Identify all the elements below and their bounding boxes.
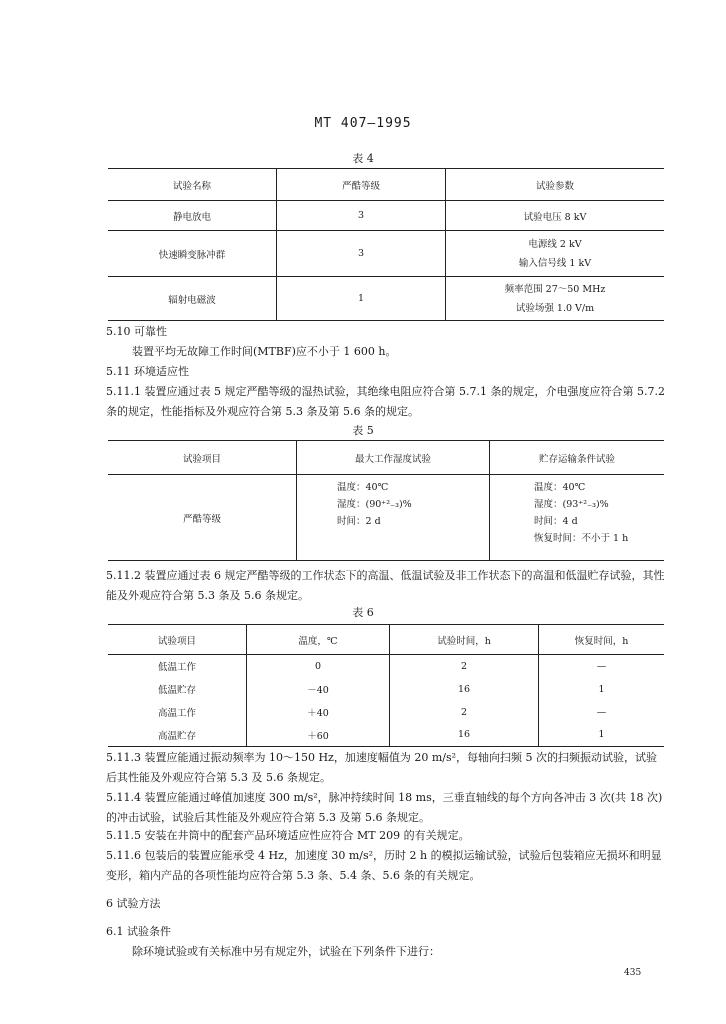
table4-cell: 快速瞬变脉冲群 — [108, 231, 277, 277]
table6-cell: 高温贮存 — [108, 724, 247, 747]
table4-param-line: 输入信号线 1 kV — [518, 257, 592, 269]
table4-param-line: 频率范围 27～50 MHz — [504, 283, 606, 295]
table6-cell: 0 — [247, 655, 390, 678]
table5-line: 湿度：(93⁺²₋₃)% — [534, 499, 609, 510]
table4-header-params: 试验参数 — [535, 180, 574, 192]
table6-cell: 16 — [390, 724, 539, 747]
page-number: 435 — [624, 968, 642, 978]
table6-cell: 高温工作 — [108, 701, 247, 724]
table5-line: 温度：40℃ — [337, 482, 389, 493]
table6-cell: 2 — [390, 701, 539, 724]
table4 — [108, 168, 664, 321]
table6 — [108, 624, 664, 747]
table5-line: 恢复时间：不小于 1 h — [534, 533, 629, 544]
table4-cell — [446, 231, 665, 277]
table5-line: 时间：2 d — [337, 516, 381, 527]
section-5-11-1-text: 5.11.1 装置应通过表 5 规定严酷等级的湿热试验，其绝缘电阻应符合第 5.7.1 条的规定，介电强度应符合第 5.7.2 条的规定，性能指标及外观应符合第 5.3 条及第 5.6 条的规定。 — [106, 385, 665, 418]
table6-cell: ＋40 — [247, 701, 390, 724]
table5-line: 湿度：(90⁺²₋₃)% — [337, 499, 412, 510]
table4-header-level: 严酷等级 — [277, 169, 446, 201]
table-row — [108, 655, 664, 678]
table5-caption: 表 5 — [352, 424, 374, 437]
section-5-10-text: 装置平均无故障工作时间(MTBF)应不小于 1 600 h。 — [132, 345, 397, 358]
table6-cell: 低温工作 — [108, 655, 247, 678]
table-row — [108, 277, 664, 321]
table6-cell: 2 — [390, 655, 539, 678]
section-5-11-6-text: 5.11.6 包装后的装置应能承受 4 Hz，加速度 30 m/s²，历时 2 h 的模拟运输试验，试验后包装箱应无损坏和明显变形，箱内产品的各项性能均应符合第 5.3 条、5.4 条、5.6 条的有关规定。 — [106, 849, 662, 882]
section-5-11-3-text: 5.11.3 装置应能通过振动频率为 10～150 Hz，加速度幅值为 20 m/s²，每轴向扫频 5 次的扫频振动试验，试验后其性能及外观应符合第 5.3 及 5.6 条规定。 — [106, 751, 658, 784]
table5-storage-cell — [490, 475, 665, 561]
table6-header: 温度，℃ — [247, 625, 390, 655]
table4-param-line: 电源线 2 kV — [528, 238, 582, 250]
section-6-heading: 6 试验方法 — [106, 897, 161, 910]
section-6-1-heading: 6.1 试验条件 — [106, 925, 171, 938]
table-row — [108, 231, 664, 277]
table-row — [108, 201, 664, 231]
table5-line: 温度：40℃ — [534, 482, 586, 493]
table6-header: 试验项目 — [108, 625, 247, 655]
section-5-10-heading: 5.10 可靠性 — [106, 325, 167, 338]
table4-cell: 3 — [277, 201, 446, 231]
table4-cell: 辐射电磁波 — [108, 277, 277, 321]
document-header: MT 407—1995 — [314, 116, 412, 131]
table6-header: 试验时间，h — [390, 625, 539, 655]
section-5-11-2-text: 5.11.2 装置应通过表 6 规定严酷等级的工作状态下的高温、低温试验及非工作状态下的高温和低温贮存试验，其性能及外观应符合第 5.3 条及 5.6 条规定。 — [106, 569, 665, 602]
table5-header-item: 试验项目 — [108, 441, 297, 475]
table4-cell — [446, 277, 665, 321]
table5-header-storage: 贮存运输条件试验 — [538, 453, 615, 465]
table4-cell: 静电放电 — [108, 201, 277, 231]
table5-row-label: 严酷等级 — [108, 475, 297, 561]
table4-param-line: 试验场强 1.0 V/m — [515, 302, 595, 314]
section-5-11-5-text: 5.11.5 安装在井筒中的配套产品环境适应性应符合 MT 209 的有关规定。 — [106, 829, 470, 842]
table4-header-name: 试验名称 — [108, 169, 277, 201]
table6-cell: 1 — [598, 683, 605, 695]
table6-cell: 1 — [598, 729, 605, 741]
table6-cell: — — [596, 660, 607, 672]
table4-cell: 试验电压 8 kV — [523, 211, 587, 223]
table4-caption: 表 4 — [352, 152, 374, 165]
section-5-11-heading: 5.11 环境适应性 — [106, 365, 189, 378]
table6-header: 恢复时间，h — [574, 635, 629, 647]
table-row — [108, 724, 664, 747]
table-row — [108, 678, 664, 701]
table6-cell: 低温贮存 — [108, 678, 247, 701]
table6-cell: ＋60 — [247, 724, 390, 747]
table5 — [108, 440, 664, 561]
table4-cell: 3 — [277, 231, 446, 277]
table5-line: 时间：4 d — [534, 516, 578, 527]
table6-cell: 16 — [390, 678, 539, 701]
table6-cell: －40 — [247, 678, 390, 701]
section-5-11-4-text: 5.11.4 装置应能通过峰值加速度 300 m/s²，脉冲持续时间 18 ms，三垂直轴线的每个方向各冲击 3 次(共 18 次)的冲击试验，试验后其性能及外观应符合第 5.3 及第 5.6 条规定。 — [106, 791, 663, 824]
table-row — [108, 475, 664, 561]
table5-header-operating: 最大工作湿度试验 — [297, 441, 490, 475]
table6-cell: — — [596, 706, 607, 718]
table6-caption: 表 6 — [352, 606, 374, 619]
table5-operating-cell — [297, 475, 490, 561]
section-6-1-text: 除环境试验或有关标准中另有规定外，试验在下列条件下进行： — [132, 945, 440, 958]
table-row — [108, 701, 664, 724]
table4-cell: 1 — [277, 277, 446, 321]
